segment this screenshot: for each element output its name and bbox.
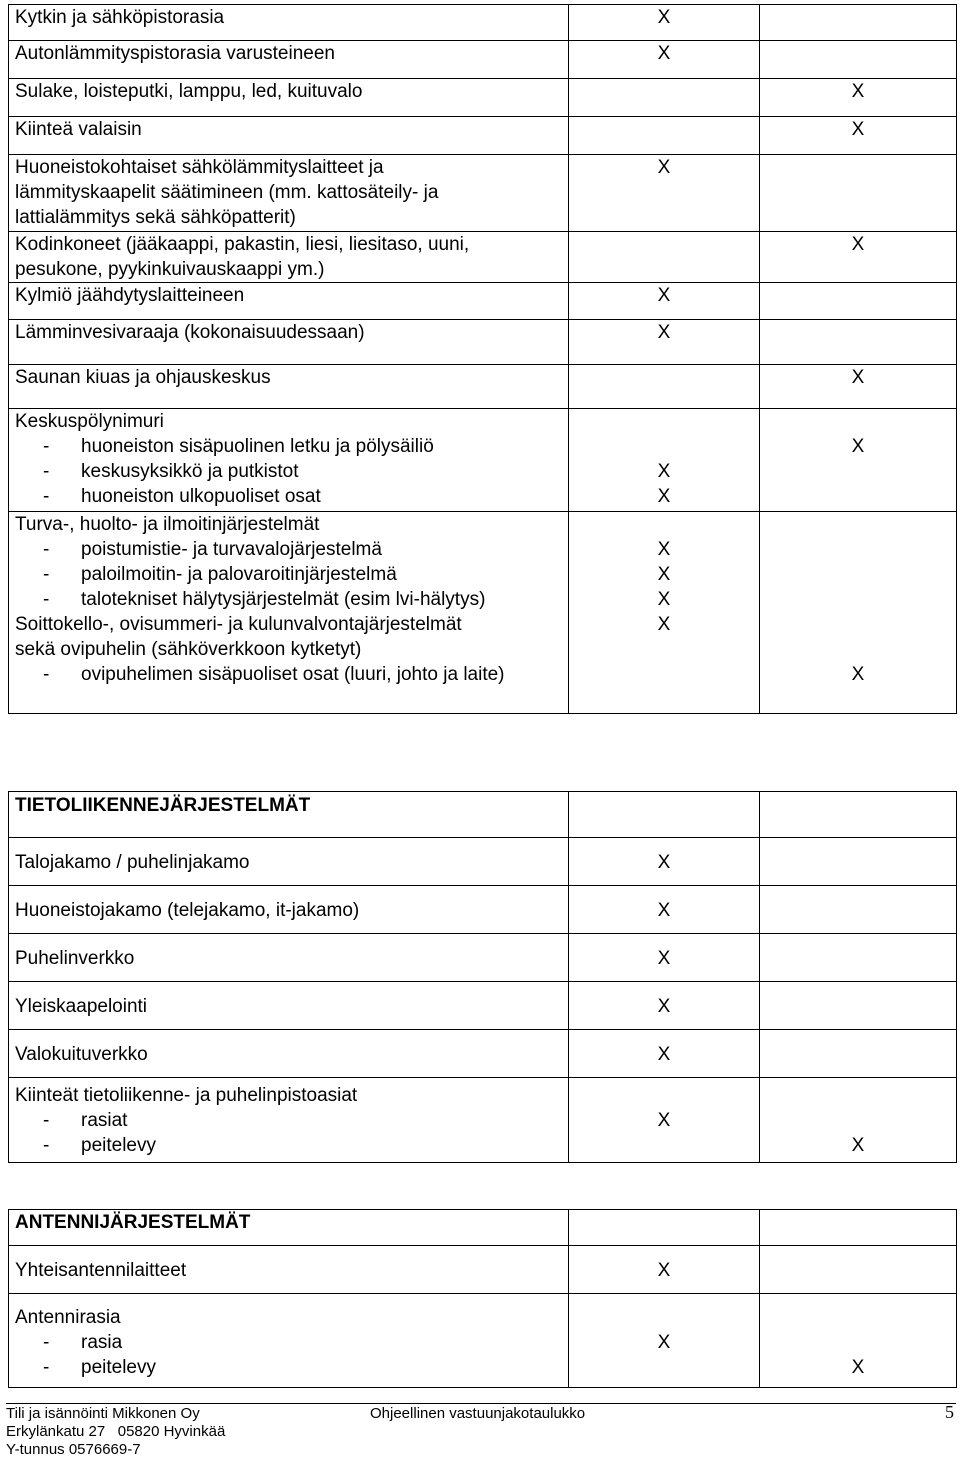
table-row: [9, 1030, 957, 1078]
mark-line: [760, 994, 956, 1019]
item-line: Kodinkoneet (jääkaappi, pakastin, liesi, liesitaso, uuni,: [15, 234, 470, 255]
antenna-table-body: [9, 1210, 957, 1388]
responsibility-table-electrical: [8, 4, 957, 714]
item-title: Keskuspölynimuri: [15, 411, 164, 432]
item-line: lämmityskaapelit säätimineen (mm. kattosäteily- ja: [15, 182, 439, 203]
mark-line: X: [657, 157, 671, 178]
owner-mark: [760, 1246, 957, 1294]
table-row: [9, 1246, 957, 1294]
electrical-table-body: [9, 5, 957, 714]
owner-mark: [760, 934, 957, 982]
mark-line: [569, 434, 759, 459]
footer-doc-title: Ohjeellinen vastuunjakotaulukko: [370, 1405, 586, 1422]
sub-item: [15, 1330, 568, 1355]
sub-item: [15, 484, 568, 509]
sub-item-label: peitelevy: [81, 1135, 156, 1156]
mark-line: X: [851, 81, 865, 102]
owner-mark: [760, 320, 957, 365]
section-header-cell: [9, 1210, 569, 1246]
dash-bullet: -: [43, 539, 50, 560]
item-line: Saunan kiuas ja ohjauskeskus: [15, 367, 271, 388]
sub-item: [15, 1355, 568, 1380]
table-row: [9, 838, 957, 886]
sub-item: [15, 1108, 568, 1133]
mark-line: [760, 1330, 956, 1355]
tenant-mark: [569, 117, 760, 155]
item-line: Autonlämmityspistorasia varusteineen: [15, 43, 335, 64]
table-row: [9, 982, 957, 1030]
mark-line: X: [657, 285, 671, 306]
mark-line: [569, 1355, 759, 1380]
item-description: [9, 117, 569, 155]
mark-line: X: [657, 1044, 671, 1065]
owner-mark: [760, 232, 957, 283]
section-header: ANTENNIJÄRJESTELMÄT: [15, 1212, 251, 1233]
item-description: [9, 1294, 569, 1388]
sub-item-label: talotekniset hälytysjärjestelmät (esim lvi-hälytys): [81, 589, 486, 610]
responsibility-table-antenna: [8, 1209, 957, 1388]
mark-line: X: [657, 539, 671, 560]
owner-mark: [760, 79, 957, 117]
mark-line: [760, 946, 956, 971]
owner-mark: [760, 41, 957, 79]
table-row: [9, 934, 957, 982]
tenant-mark: [569, 838, 760, 886]
tenant-mark: [569, 41, 760, 79]
sub-item-label: keskusyksikkö ja putkistot: [81, 461, 299, 482]
owner-mark: [760, 365, 957, 409]
item-description: [9, 409, 569, 512]
item-title: Soittokello-, ovisummeri- ja kulunvalvontajärjestelmät: [15, 614, 462, 635]
item-title: Kiinteät tietoliikenne- ja puhelinpistoasiat: [15, 1085, 358, 1106]
mark-line: [569, 637, 759, 662]
footer-company-block: [6, 1405, 225, 1459]
tenant-mark: [569, 232, 760, 283]
mark-line: X: [657, 564, 671, 585]
dash-bullet: -: [43, 461, 50, 482]
mark-line: X: [657, 900, 671, 921]
item-description: [9, 41, 569, 79]
table-row: [9, 155, 957, 232]
owner-mark: [760, 792, 957, 838]
table-row: [9, 5, 957, 41]
mark-line: X: [657, 614, 671, 635]
mark-line: [760, 587, 956, 612]
mark-line: X: [657, 1110, 671, 1131]
mark-line: [760, 409, 956, 434]
table-row: [9, 512, 957, 714]
mark-line: [760, 1258, 956, 1283]
sub-item-label: rasia: [81, 1332, 123, 1353]
owner-mark: [760, 1078, 957, 1163]
table-row: [9, 1294, 957, 1388]
table-header-row: [9, 1210, 957, 1246]
item-line: Sulake, loisteputki, lamppu, led, kuituvalo: [15, 81, 363, 102]
sub-item-label: rasiat: [81, 1110, 128, 1131]
table-row: [9, 232, 957, 283]
mark-line: [569, 1305, 759, 1330]
mark-line: X: [657, 996, 671, 1017]
tenant-mark: [569, 1246, 760, 1294]
item-description: [9, 1246, 569, 1294]
mark-line: [760, 459, 956, 484]
table-row: [9, 886, 957, 934]
footer-rule: [6, 1403, 956, 1404]
table-header-row: [9, 792, 957, 838]
item-title: Turva-, huolto- ja ilmoitinjärjestelmät: [15, 514, 320, 535]
item-line: Kytkin ja sähköpistorasia: [15, 7, 225, 28]
dash-bullet: -: [43, 1110, 50, 1131]
sub-item: [15, 1133, 568, 1158]
footer-page-number: 5: [945, 1402, 954, 1422]
item-line: Kylmiö jäähdytyslaitteineen: [15, 285, 245, 306]
mark-line: [760, 687, 956, 712]
sub-item: [15, 434, 568, 459]
item-description: [9, 886, 569, 934]
sub-item: [15, 562, 568, 587]
tenant-mark: [569, 155, 760, 232]
mark-line: X: [851, 119, 865, 140]
footer-company: Tili ja isännöinti Mikkonen Oy: [6, 1405, 200, 1422]
item-line: Yleiskaapelointi: [15, 996, 148, 1017]
item-line: lattialämmitys sekä sähköpatterit): [15, 207, 296, 228]
item-description: [9, 838, 569, 886]
mark-line: [569, 1083, 759, 1108]
page-footer: [6, 1403, 956, 1457]
item-line: Kiinteä valaisin: [15, 119, 142, 140]
footer-business-id: Y-tunnus 0576669-7: [6, 1441, 141, 1458]
owner-mark: [760, 155, 957, 232]
item-description: [9, 5, 569, 41]
item-line: Talojakamo / puhelinjakamo: [15, 852, 250, 873]
tenant-mark: [569, 283, 760, 320]
tenant-mark: [569, 512, 760, 714]
mark-line: [569, 662, 759, 687]
tenant-mark: [569, 1078, 760, 1163]
mark-line: [760, 1108, 956, 1133]
owner-mark: [760, 5, 957, 41]
item-description: [9, 934, 569, 982]
table-row: [9, 409, 957, 512]
dash-bullet: -: [43, 664, 50, 685]
item-description: [9, 79, 569, 117]
item-description: [9, 320, 569, 365]
sub-item-label: huoneiston ulkopuoliset osat: [81, 486, 321, 507]
item-title: sekä ovipuhelin (sähköverkkoon kytketyt): [15, 639, 362, 660]
mark-line: [760, 637, 956, 662]
mark-line: X: [851, 436, 865, 457]
owner-mark: [760, 982, 957, 1030]
tenant-mark: [569, 886, 760, 934]
tenant-mark: [569, 320, 760, 365]
section-header: TIETOLIIKENNEJÄRJESTELMÄT: [15, 795, 311, 816]
mark-line: X: [657, 1332, 671, 1353]
item-title: Antennirasia: [15, 1307, 121, 1328]
owner-mark: [760, 838, 957, 886]
dash-bullet: -: [43, 1357, 50, 1378]
item-description: [9, 982, 569, 1030]
tenant-mark: [569, 1294, 760, 1388]
mark-line: [760, 1042, 956, 1067]
tenant-mark: [569, 934, 760, 982]
mark-line: [569, 1133, 759, 1158]
sub-item: [15, 662, 568, 687]
owner-mark: [760, 1030, 957, 1078]
mark-line: X: [851, 367, 865, 388]
mark-line: [760, 537, 956, 562]
dash-bullet: -: [43, 589, 50, 610]
mark-line: X: [851, 1357, 865, 1378]
owner-mark: [760, 512, 957, 714]
sub-item-label: paloilmoitin- ja palovaroitinjärjestelmä: [81, 564, 397, 585]
dash-bullet: -: [43, 436, 50, 457]
tenant-mark: [569, 1030, 760, 1078]
item-line: Huoneistokohtaiset sähkölämmityslaitteet ja: [15, 157, 384, 178]
table-row: [9, 79, 957, 117]
table-row: [9, 320, 957, 365]
table-row: [9, 1078, 957, 1163]
owner-mark: [760, 886, 957, 934]
mark-line: [760, 1305, 956, 1330]
dash-bullet: -: [43, 1332, 50, 1353]
item-line: Lämminvesivaraaja (kokonaisuudessaan): [15, 322, 365, 343]
mark-line: X: [657, 322, 671, 343]
mark-line: X: [657, 589, 671, 610]
tenant-mark: [569, 409, 760, 512]
mark-line: X: [657, 852, 671, 873]
item-description: [9, 155, 569, 232]
mark-line: X: [657, 7, 671, 28]
item-line: Yhteisantennilaitteet: [15, 1260, 187, 1281]
item-description: [9, 365, 569, 409]
mark-line: [760, 512, 956, 537]
dash-bullet: -: [43, 486, 50, 507]
mark-line: X: [657, 461, 671, 482]
owner-mark: [760, 1210, 957, 1246]
sub-item-label: peitelevy: [81, 1357, 156, 1378]
tenant-mark: [569, 5, 760, 41]
mark-line: [760, 562, 956, 587]
footer-address: Erkylänkatu 27 05820 Hyvinkää: [6, 1423, 226, 1440]
item-description: [9, 512, 569, 714]
mark-line: X: [851, 664, 865, 685]
mark-line: X: [657, 43, 671, 64]
owner-mark: [760, 283, 957, 320]
item-description: [9, 232, 569, 283]
sub-item-label: huoneiston sisäpuolinen letku ja pölysäiliö: [81, 436, 434, 457]
tenant-mark: [569, 982, 760, 1030]
owner-mark: [760, 409, 957, 512]
telecom-table-body: [9, 792, 957, 1163]
owner-mark: [760, 1294, 957, 1388]
sub-item-label: ovipuhelimen sisäpuoliset osat (luuri, johto ja laite): [81, 664, 505, 685]
table-row: [9, 117, 957, 155]
mark-line: [760, 850, 956, 875]
mark-line: X: [657, 486, 671, 507]
item-line: pesukone, pyykinkuivauskaappi ym.): [15, 259, 325, 280]
mark-line: X: [657, 1260, 671, 1281]
sub-item: [15, 537, 568, 562]
mark-line: [569, 409, 759, 434]
tenant-mark: [569, 792, 760, 838]
mark-line: [760, 898, 956, 923]
sub-item: [15, 459, 568, 484]
table-row: [9, 365, 957, 409]
mark-line: [760, 1083, 956, 1108]
item-description: [9, 283, 569, 320]
table-row: [9, 41, 957, 79]
dash-bullet: -: [43, 564, 50, 585]
item-line: Huoneistojakamo (telejakamo, it-jakamo): [15, 900, 360, 921]
table-row: [9, 283, 957, 320]
tenant-mark: [569, 1210, 760, 1246]
mark-line: X: [657, 948, 671, 969]
mark-line: [569, 687, 759, 712]
item-line: Puhelinverkko: [15, 948, 135, 969]
mark-line: X: [851, 234, 865, 255]
section-header-cell: [9, 792, 569, 838]
mark-line: [569, 512, 759, 537]
mark-line: X: [851, 1135, 865, 1156]
owner-mark: [760, 117, 957, 155]
sub-item: [15, 587, 568, 612]
sub-item-label: poistumistie- ja turvavalojärjestelmä: [81, 539, 382, 560]
item-description: [9, 1078, 569, 1163]
mark-line: [760, 612, 956, 637]
item-description: [9, 1030, 569, 1078]
mark-line: [760, 484, 956, 509]
responsibility-table-telecom: [8, 791, 957, 1163]
item-line: Valokuituverkko: [15, 1044, 148, 1065]
dash-bullet: -: [43, 1135, 50, 1156]
tenant-mark: [569, 365, 760, 409]
tenant-mark: [569, 79, 760, 117]
